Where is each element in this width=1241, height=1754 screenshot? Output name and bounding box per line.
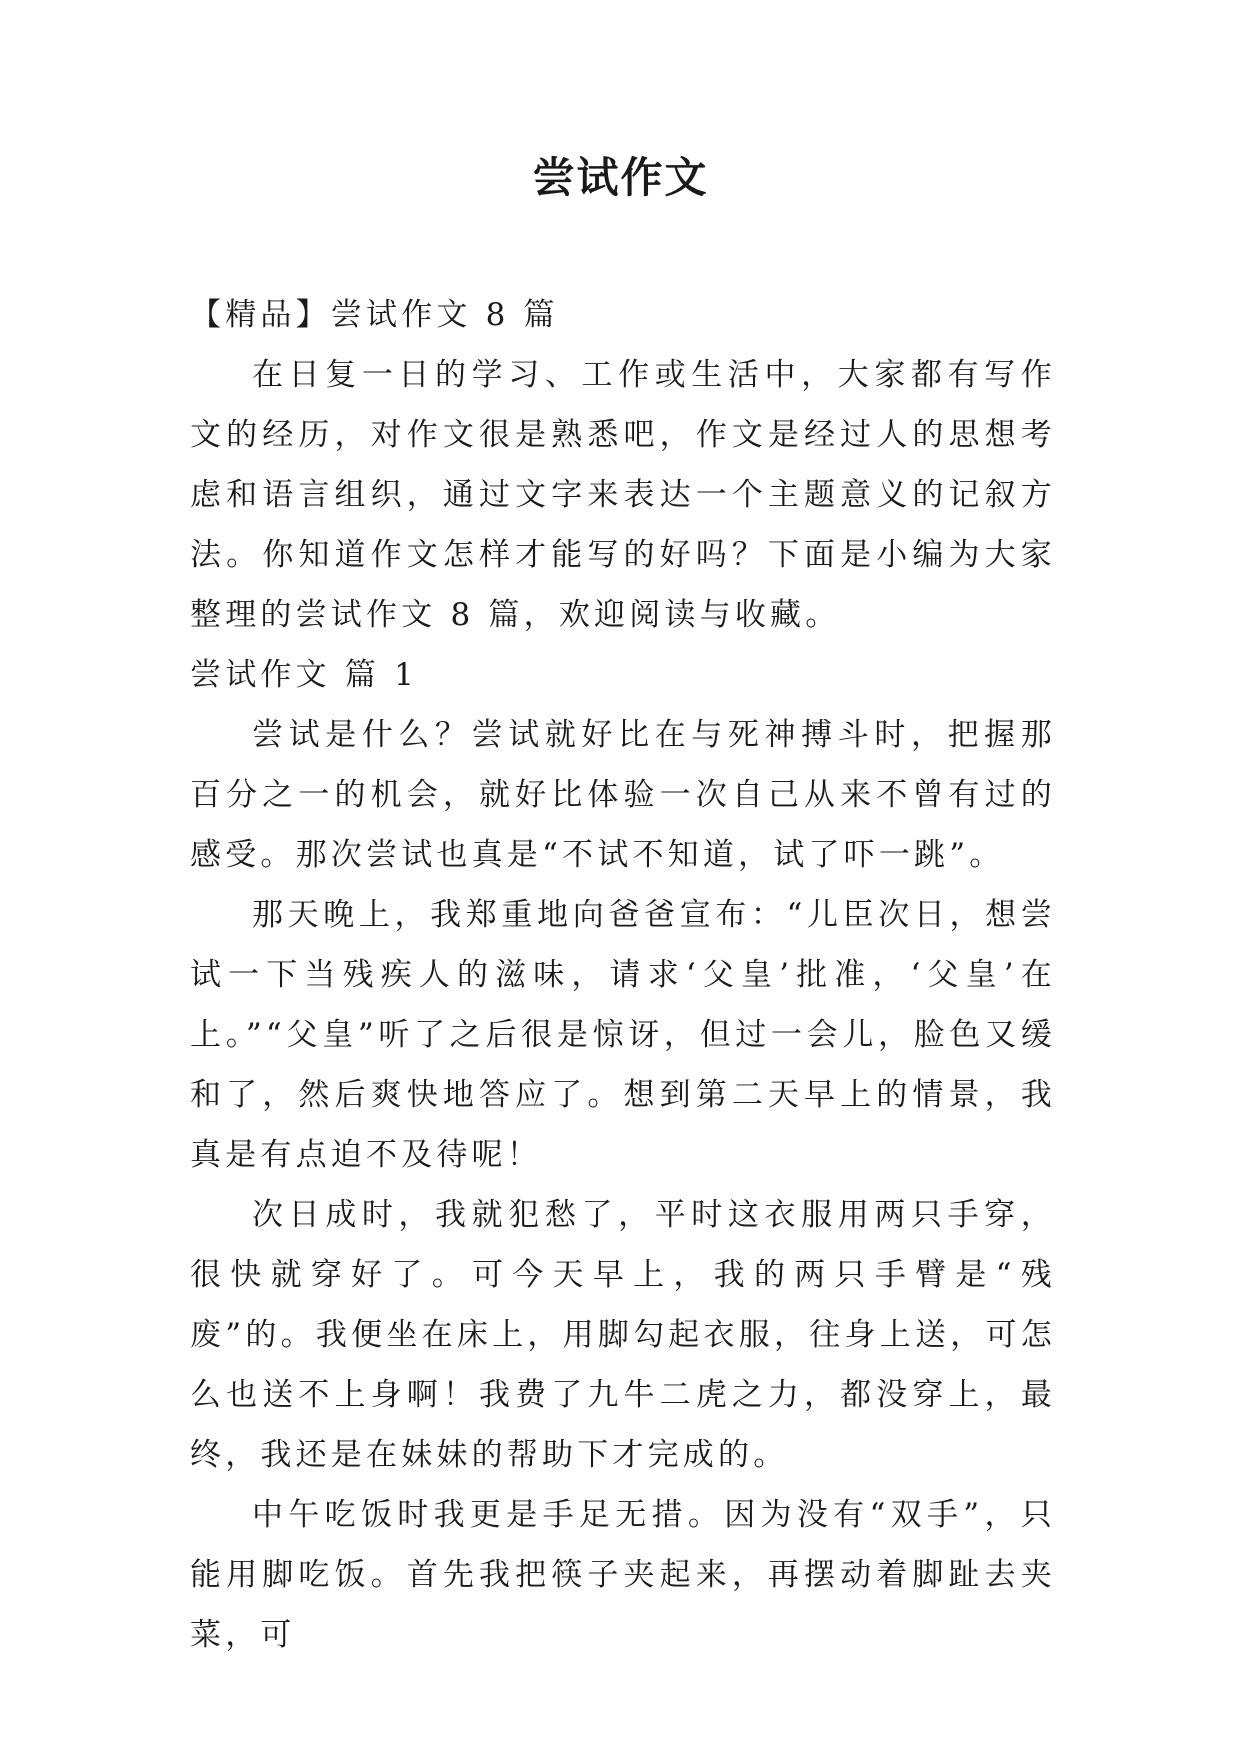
document-body	[190, 285, 1056, 1665]
body-paragraph: 次日成时，我就犯愁了，平时这衣服用两只手穿，很快就穿好了。可今天早上，我的两只手臂是“残废”的。我便坐在床上，用脚勾起衣服，往身上送，可怎么也送不上身啊！我费了九牛二虎之力，都没穿上，最终，我还是在妹妹的帮助下才完成的。	[190, 1197, 1056, 1473]
document-subtitle: 【精品】尝试作文 8 篇	[190, 297, 559, 333]
body-paragraph: 尝试是什么？尝试就好比在与死神搏斗时，把握那百分之一的机会，就好比体验一次自己从来不曾有过的感受。那次尝试也真是“不试不知道，试了吓一跳”。	[190, 717, 1056, 873]
section-heading: 尝试作文 篇 1	[190, 657, 419, 693]
intro-paragraph: 在日复一日的学习、工作或生活中，大家都有写作文的经历，对作文很是熟悉吧，作文是经过人的思想考虑和语言组织，通过文字来表达一个主题意义的记叙方法。你知道作文怎样才能写的好吗？下面是小编为大家整理的尝试作文 8 篇，欢迎阅读与收藏。	[190, 357, 1056, 633]
document-title: 尝试作文	[532, 153, 709, 202]
body-paragraph: 那天晚上，我郑重地向爸爸宣布：“儿臣次日，想尝试一下当残疾人的滋味，请求‘父皇’批准，‘父皇’在上。”“父皇”听了之后很是惊讶，但过一会儿，脸色又缓和了，然后爽快地答应了。想到第二天早上的情景，我真是有点迫不及待呢！	[190, 897, 1056, 1173]
body-paragraph: 中午吃饭时我更是手足无措。因为没有“双手”，只能用脚吃饭。首先我把筷子夹起来，再摆动着脚趾去夹菜，可	[190, 1497, 1056, 1653]
